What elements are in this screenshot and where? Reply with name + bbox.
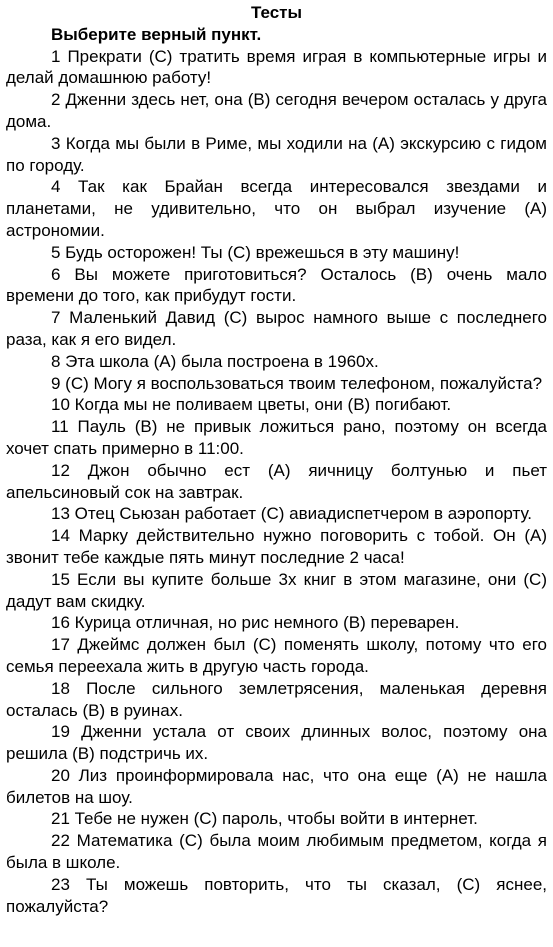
question-item: 3 Когда мы были в Риме, мы ходили на (А) экскурсию с гидом по городу. [6, 133, 547, 175]
question-item: 4 Так как Брайан всегда интересовался звездами и планетами, не удивительно, что он выбрал изучение (А) астрономии. [6, 177, 547, 240]
question-item: 18 После сильного землетрясения, маленькая деревня осталась (В) в руинах. [6, 678, 547, 720]
question-item: 19 Дженни устала от своих длинных волос, поэтому она решила (В) подстричь их. [6, 722, 547, 764]
question-item: 9 (С) Могу я воспользоваться твоим телефоном, пожалуйста? [51, 373, 543, 393]
question-item: 7 Маленький Давид (С) вырос намного выше с последнего раза, как я его видел. [6, 308, 547, 349]
question-item: 10 Когда мы не поливаем цветы, они (В) погибают. [51, 395, 452, 415]
instruction-text: Выберите верный пункт. [51, 24, 262, 44]
question-item: 20 Лиз проинформировала нас, что она еще (А) не нашла билетов на шоу. [6, 765, 547, 807]
question-item: 8 Эта школа (А) была построена в 1960х. [51, 351, 379, 371]
question-item: 11 Пауль (В) не привык ложиться рано, поэтому он всегда хочет спать примерно в 11:00. [6, 417, 547, 458]
question-item: 5 Будь осторожен! Ты (С) врежешься в эту машину! [51, 242, 460, 262]
question-list [6, 46, 547, 918]
question-item: 13 Отец Сьюзан работает (С) авиадиспетчером в аэропорту. [51, 504, 533, 524]
question-item: 14 Марку действительно нужно поговорить с тобой. Он (А) звонит тебе каждые пять минут последние 2 часа! [6, 526, 547, 567]
document-title: Тесты [250, 3, 303, 22]
question-item: 2 Дженни здесь нет, она (В) сегодня вечером осталась у друга дома. [6, 90, 547, 131]
question-item: 15 Если вы купите больше 3х книг в этом магазине, они (С) дадут вам скидку. [6, 569, 547, 611]
question-item: 22 Математика (С) была моим любимым предметом, когда я была в школе. [6, 831, 547, 873]
question-item: 23 Ты можешь повторить, что ты сказал, (С) яснее, пожалуйста? [6, 874, 547, 916]
question-item: 12 Джон обычно ест (А) яичницу болтунью и пьет апельсиновый сок на завтрак. [6, 460, 547, 502]
question-item: 1 Прекрати (С) тратить время играя в компьютерные игры и делай домашнюю работу! [6, 46, 547, 88]
question-item: 16 Курица отличная, но рис немного (В) переварен. [51, 613, 460, 633]
question-item: 21 Тебе не нужен (С) пароль, чтобы войти в интернет. [51, 809, 478, 829]
question-item: 6 Вы можете приготовиться? Осталось (В) очень мало времени до того, как прибудут гости. [6, 264, 547, 306]
question-item: 17 Джеймс должен был (С) поменять школу, потому что его семья переехала жить в другую часть города. [6, 635, 547, 676]
